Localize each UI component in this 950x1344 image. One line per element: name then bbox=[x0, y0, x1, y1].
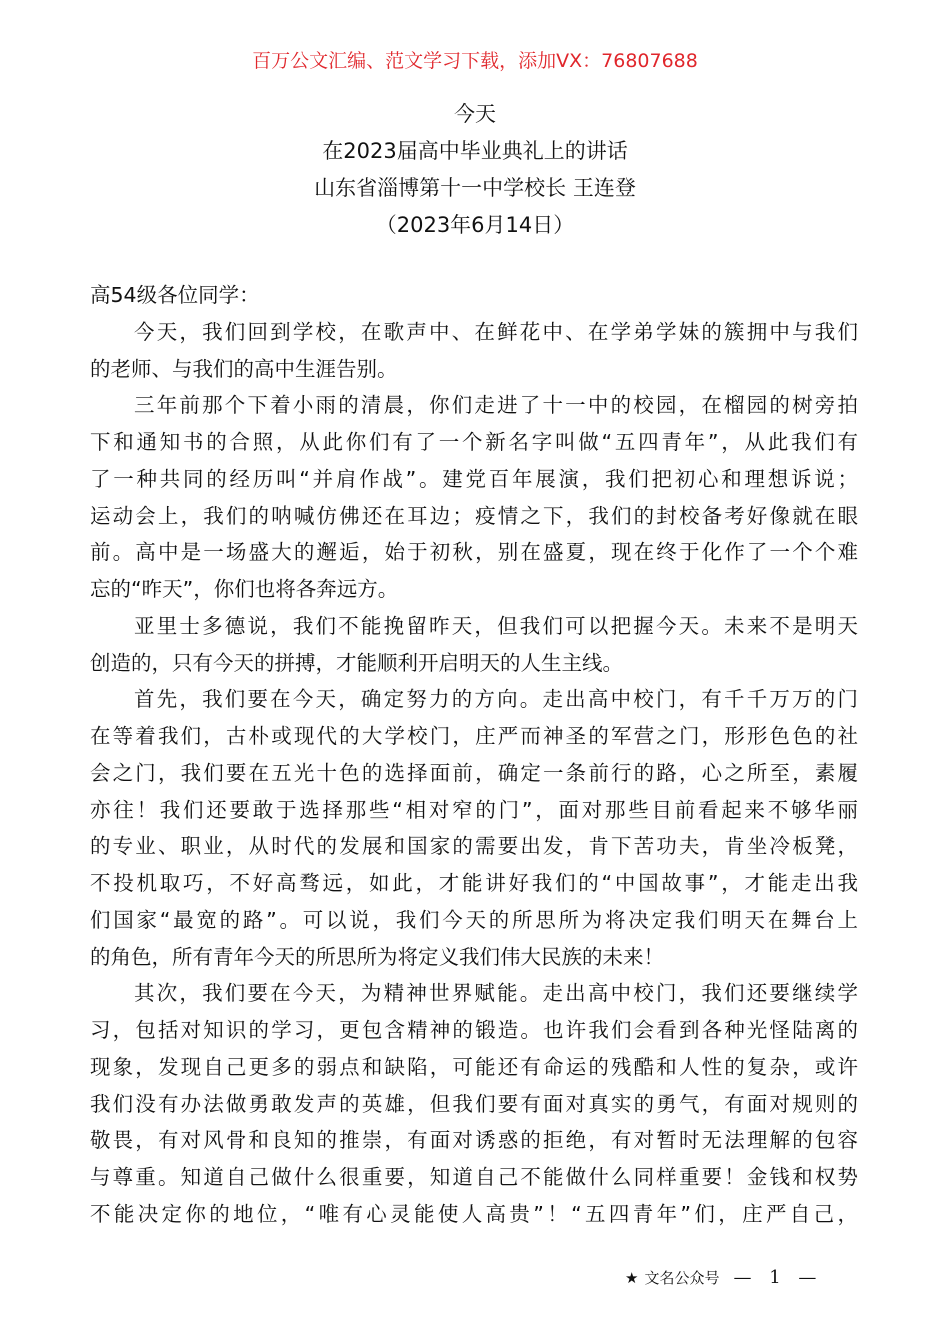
text-line: 运动会上，我们的呐喊仿佛还在耳边；疫情之下，我们的封校备考好像就在眼 bbox=[90, 503, 858, 528]
text-line: 们国家“最宽的路”。可以说，我们今天的所思所为将决定我们明天在舞台上 bbox=[90, 907, 858, 932]
page-number: — 1 — bbox=[733, 1267, 823, 1288]
title-block bbox=[0, 96, 950, 244]
text-line: 下和通知书的合照，从此你们有了一个新名字叫做“五四青年”，从此我们有 bbox=[90, 430, 858, 454]
paragraph bbox=[90, 608, 858, 682]
footer-source: 文名公众号 bbox=[644, 1269, 720, 1287]
text-line: 忘的“昨天”，你们也将各奔远方。 bbox=[90, 577, 399, 601]
text-line: 的角色，所有青年今天的所思所为将定义我们伟大民族的未来！ bbox=[90, 944, 664, 969]
text-line: 今天，我们回到学校，在歌声中、在鲜花中、在学弟学妹的簇拥中与我们 bbox=[134, 319, 858, 344]
subtitle: 在2023届高中毕业典礼上的讲话 bbox=[322, 139, 628, 163]
watermark-banner: 百万公文汇编、范文学习下载，添加VX：76807688 bbox=[252, 50, 698, 72]
paragraph bbox=[90, 314, 858, 388]
salutation bbox=[90, 277, 858, 314]
text-line: 高54级各位同学： bbox=[90, 283, 260, 307]
text-line: 习，包括对知识的学习，更包含精神的锻造。也许我们会看到各种光怪陆离的 bbox=[90, 1018, 858, 1042]
text-line: 亦往！我们还要敢于选择那些“相对窄的门”，面对那些目前看起来不够华丽 bbox=[90, 797, 858, 822]
text-line: 不投机取巧，不好高骛远，如此，才能讲好我们的“中国故事”，才能走出我 bbox=[90, 871, 858, 895]
text-line: 其次，我们要在今天，为精神世界赋能。走出高中校门，我们还要继续学 bbox=[134, 981, 858, 1006]
text-line: 亚里士多德说，我们不能挽留昨天，但我们可以把握今天。未来不是明天 bbox=[134, 613, 858, 638]
text-line: 前。高中是一场盛大的邂逅，始于初秋，别在盛夏，现在终于化作了一个个难 bbox=[90, 540, 858, 565]
date: （2023年6月14日） bbox=[375, 213, 575, 237]
text-line: 在等着我们，古朴或现代的大学校门，庄严而神圣的军营之门，形形色色的社 bbox=[90, 724, 858, 748]
text-line: 创造的，只有今天的拼搏，才能顺利开启明天的人生主线。 bbox=[90, 650, 623, 675]
text-line: 现象，发现自己更多的弱点和缺陷，可能还有命运的残酷和人性的复杂，或许 bbox=[90, 1054, 858, 1079]
text-line: 不能决定你的地位，“唯有心灵能使人高贵”！“五四青年”们，庄严自己， bbox=[90, 1201, 858, 1226]
paragraph bbox=[90, 681, 858, 975]
text-line: 与尊重。知道自己做什么很重要，知道自己不能做什么同样重要！金钱和权势 bbox=[90, 1165, 858, 1189]
text-line: 三年前那个下着小雨的清晨，你们走进了十一中的校园，在榴园的树旁拍 bbox=[134, 393, 858, 418]
footer bbox=[625, 1267, 822, 1288]
paragraph bbox=[90, 387, 858, 608]
text-line: 我们没有办法做勇敢发声的英雄，但我们要有面对真实的勇气，有面对规则的 bbox=[90, 1091, 858, 1116]
star-icon: ★ bbox=[625, 1268, 639, 1287]
text-line: 首先，我们要在今天，确定努力的方向。走出高中校门，有千千万万的门 bbox=[134, 687, 858, 712]
document-body bbox=[90, 277, 858, 1233]
text-line: 的老师、与我们的高中生涯告别。 bbox=[90, 356, 398, 381]
text-line: 会之门，我们要在五光十色的选择面前，确定一条前行的路，心之所至，素履 bbox=[90, 760, 858, 785]
text-line: 的专业、职业，从时代的发展和国家的需要出发，肯下苦功夫，肯坐冷板凳， bbox=[90, 834, 858, 859]
text-line: 敬畏，有对风骨和良知的推崇，有面对诱惑的拒绝，有对暂时无法理解的包容 bbox=[90, 1128, 858, 1153]
paragraph bbox=[90, 975, 858, 1232]
text-line: 了一种共同的经历叫“并肩作战”。建党百年展演，我们把初心和理想诉说； bbox=[90, 466, 858, 491]
author: 山东省淄博第十一中学校长 王连登 bbox=[314, 176, 636, 200]
title: 今天 bbox=[454, 102, 496, 126]
